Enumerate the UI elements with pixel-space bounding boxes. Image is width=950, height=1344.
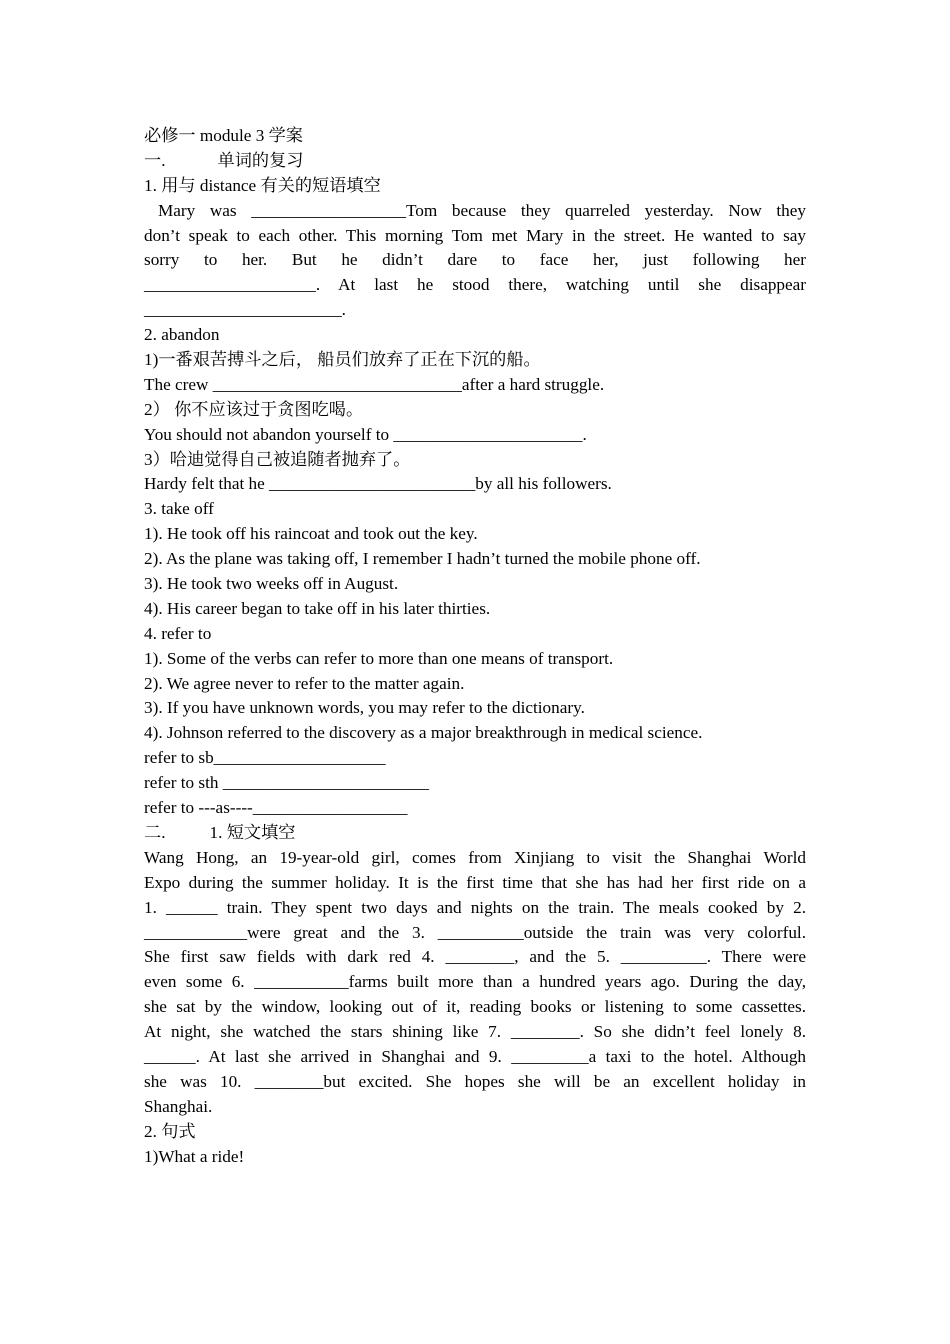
passage-line: she was 10. ________but excited. She hopes she will be an excellent holiday in [144, 1071, 806, 1091]
q2-item: 1)一番艰苦搏斗之后， 船员们放弃了正在下沉的船。 [144, 350, 541, 370]
q4-item: 2). We agree never to refer to the matter again. [144, 673, 465, 693]
passage-line: ______. At last she arrived in Shanghai and 9. _________a taxi to the hotel. Although [144, 1046, 806, 1066]
passage-line: At night, she watched the stars shining like 7. ________. So she didn’t feel lonely 8. [144, 1022, 806, 1042]
q3-heading: 3. take off [144, 499, 214, 519]
document-page [144, 124, 806, 1169]
sentence-heading: 2. 句式 [144, 1121, 196, 1141]
q4-item: 3). If you have unknown words, you may refer to the dictionary. [144, 698, 585, 718]
q3-item: 1). He took off his raincoat and took out the key. [144, 524, 478, 544]
q1-line: Mary was __________________Tom because they quarreled yesterday. Now they [158, 200, 806, 220]
q3-item: 4). His career began to take off in his later thirties. [144, 598, 491, 618]
passage-line: she sat by the window, looking out of it, reading books or listening to some cassettes. [144, 997, 806, 1017]
q2-item: The crew _____________________________after a hard struggle. [144, 374, 605, 394]
section1-number: 一. [144, 150, 166, 170]
q3-item: 3). He took two weeks off in August. [144, 574, 399, 594]
q3-item: 2). As the plane was taking off, I remember I hadn’t turned the mobile phone off. [144, 549, 701, 569]
q1-line: don’t speak to each other. This morning Tom met Mary in the street. He wanted to say [144, 225, 806, 245]
passage-line: Wang Hong, an 19-year-old girl, comes from Xinjiang to visit the Shanghai World [144, 847, 806, 867]
q4-item: refer to ---as----__________________ [144, 798, 408, 818]
q1-line: ____________________. At last he stood there, watching until she disappear [144, 275, 806, 295]
doc-title: 必修一 module 3 学案 [144, 126, 303, 145]
q2-item: Hardy felt that he ________________________by all his followers. [144, 474, 612, 494]
q4-item: 4). Johnson referred to the discovery as a major breakthrough in medical science. [144, 723, 703, 743]
q4-item: 1). Some of the verbs can refer to more than one means of transport. [144, 648, 614, 668]
q1-line: sorry to her. But he didn’t dare to face her, just following her [144, 250, 806, 270]
section1-title: 单词的复习 [217, 150, 304, 170]
q2-heading: 2. abandon [144, 325, 220, 345]
q4-heading: 4. refer to [144, 623, 212, 643]
q1-line: _______________________. [144, 300, 346, 320]
passage-line: Shanghai. [144, 1096, 213, 1116]
q2-item: 3）哈迪觉得自己被追随者抛弃了。 [144, 449, 411, 469]
q1-heading: 1. 用与 distance 有关的短语填空 [144, 175, 381, 195]
section2-heading [144, 821, 806, 846]
passage-line: Expo during the summer holiday. It is the first time that she has had her first ride on a [144, 872, 806, 892]
q2-item: 2） 你不应该过于贪图吃喝。 [144, 399, 364, 419]
passage-line: even some 6. ___________farms built more than a hundred years ago. During the day, [144, 972, 806, 992]
section2-number: 二. [144, 822, 166, 842]
sentence-item: 1)What a ride! [144, 1146, 245, 1166]
passage-line: 1. ______ train. They spent two days and nights on the train. The meals cooked by 2. [144, 897, 806, 917]
passage-line: ____________were great and the 3. __________outside the train was very colorful. [144, 922, 806, 942]
section1-heading [144, 149, 806, 174]
section2-title: 1. 短文填空 [209, 822, 296, 842]
q4-item: refer to sth ________________________ [144, 773, 429, 793]
passage-line: She first saw fields with dark red 4. ________, and the 5. __________. There were [144, 947, 806, 967]
q4-item: refer to sb____________________ [144, 748, 386, 768]
q2-item: You should not abandon yourself to ______________________. [144, 424, 587, 444]
